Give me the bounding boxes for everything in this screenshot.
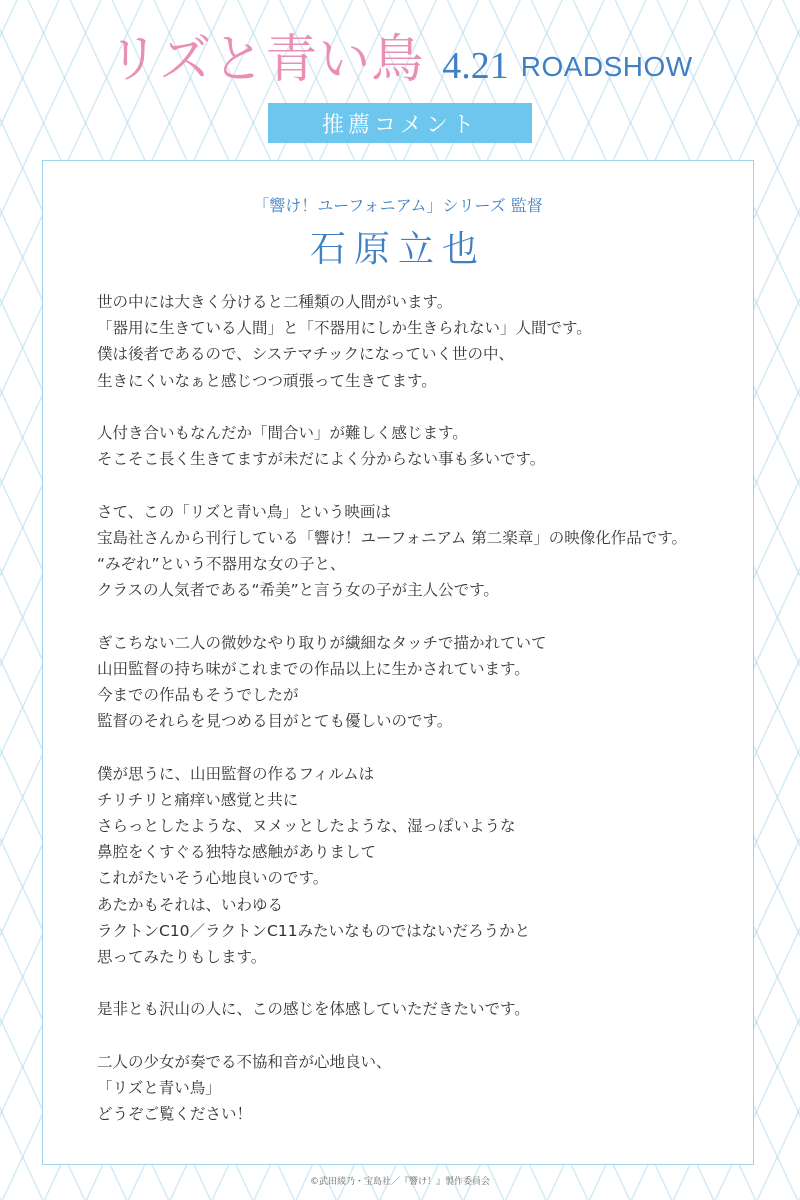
comment-line: 僕が思うに、山田監督の作るフィルムは — [97, 764, 375, 783]
comment-line: 生きにくいなぁと感じつつ頑張って生きてます。 — [97, 371, 437, 390]
roadshow-label: ROADSHOW — [520, 51, 693, 82]
comment-line: あたかもそれは、いわゆる — [97, 895, 284, 914]
comment-line: 思ってみたりもします。 — [97, 948, 267, 967]
commenter-name: 石原立也 — [309, 229, 486, 270]
movie-title-logo: リズと青い鳥 — [107, 30, 425, 90]
comment-line: 僕は後者であるので、システマチックになっていく世の中、 — [97, 345, 514, 364]
comment-paragraph — [97, 1049, 747, 1128]
comment-line: ぎこちない二人の微妙なやり取りが繊細なタッチで描かれていて — [97, 633, 547, 652]
comment-line: 鼻腔をくすぐる独特な感触がありまして — [97, 843, 377, 862]
comment-line: 世の中には大きく分けると二種類の人間がいます。 — [97, 293, 453, 311]
copyright-notice: ©武田綾乃・宝島社／『響け！』製作委員会 — [309, 1177, 490, 1187]
comment-line: 山田監督の持ち味がこれまでの作品以上に生かされています。 — [97, 659, 530, 678]
comment-line: 是非とも沢山の人に、この感じを体感していただきたいです。 — [97, 1000, 530, 1019]
comment-paragraph — [97, 761, 747, 971]
comment-paragraph — [97, 420, 747, 472]
comment-line: チリチリと痛痒い感覚と共に — [97, 790, 299, 809]
comment-paragraph — [97, 499, 747, 604]
recommendation-banner: 推薦コメント — [268, 103, 532, 143]
comment-line: これがたいそう心地良いのです。 — [97, 869, 329, 888]
comment-line: 「器用に生きている人間」と「不器用にしか生きられない」人間です。 — [97, 319, 592, 338]
comment-line: 今までの作品もそうでしたが — [97, 686, 299, 704]
comment-line: 宝島社さんから刊行している「響け！ユーフォニアム 第二楽章」の映像化作品です。 — [97, 528, 688, 547]
comment-line: ラクトンC10／ラクトンC11みたいなものではないだろうかと — [97, 921, 531, 940]
comment-line: 監督のそれらを見つめる目がとても優しいのです。 — [97, 712, 453, 731]
comment-line: どうぞご覧ください！ — [97, 1105, 253, 1124]
comment-paragraph — [97, 289, 747, 394]
page-header — [0, 28, 800, 92]
comment-line: さて、この「リズと青い鳥」という映画は — [97, 502, 391, 521]
comment-paragraph — [97, 630, 747, 735]
commenter-role: 「響け！ユーフォニアム」シリーズ 監督 — [253, 196, 543, 215]
comment-line: さらっとしたような、ヌメッとしたような、湿っぽいような — [97, 817, 516, 835]
comment-line: 人付き合いもなんだか「間合い」が難しく感じます。 — [97, 424, 468, 442]
comment-line: そこそこ長く生きてますが未だによく分からない事も多いです。 — [97, 450, 546, 469]
comment-card — [42, 160, 754, 1165]
comment-line: 二人の少女が奏でる不協和音が心地良い、 — [97, 1052, 392, 1071]
comment-line: クラスの人気者である“希美”と言う女の子が主人公です。 — [97, 581, 499, 600]
release-date: 4.21 — [442, 45, 509, 87]
comment-line: “みぞれ”という不器用な女の子と、 — [97, 555, 346, 573]
comment-paragraph — [97, 996, 747, 1022]
comment-body — [97, 289, 747, 1127]
comment-line: 「リズと青い鳥」 — [97, 1079, 221, 1097]
